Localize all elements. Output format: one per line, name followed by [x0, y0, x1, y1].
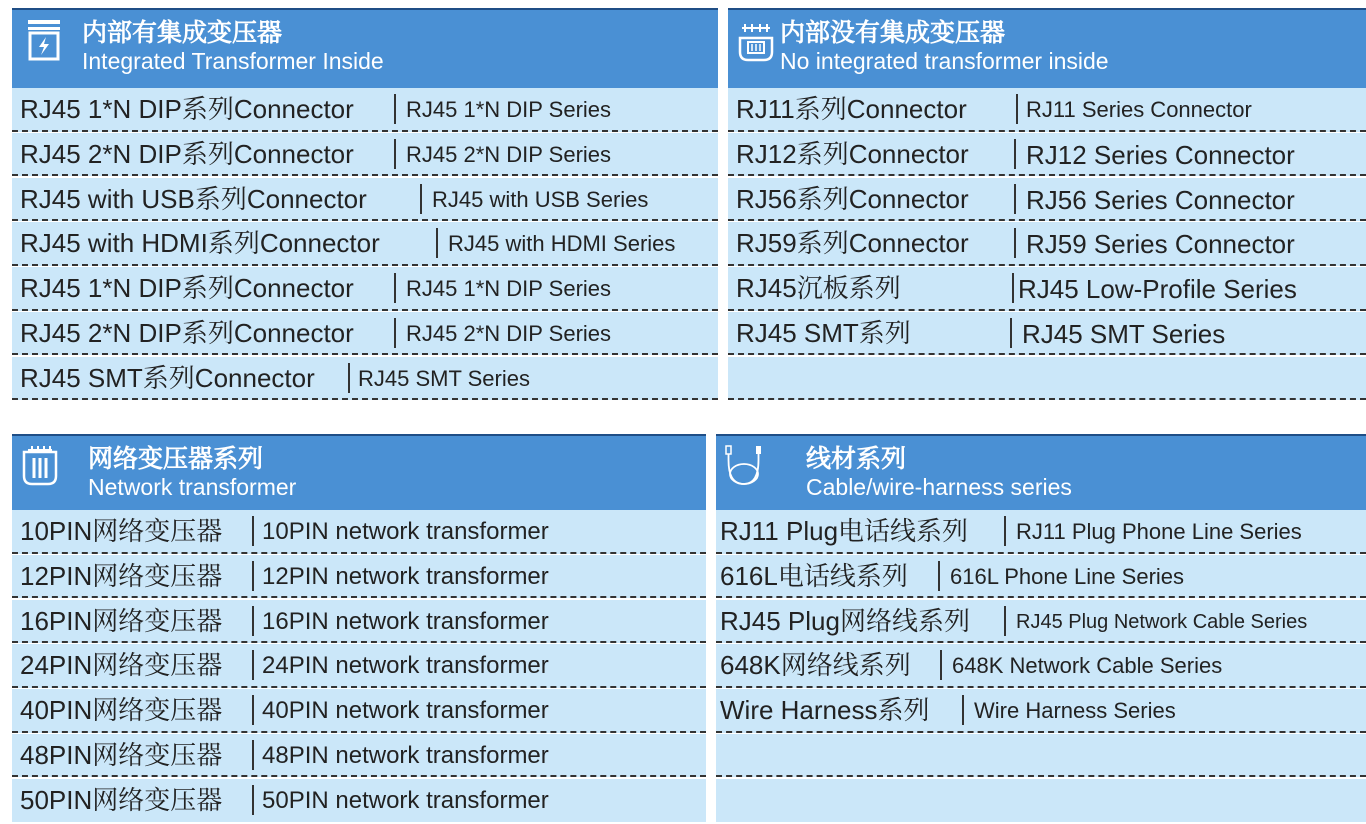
list-item[interactable] [12, 600, 706, 644]
panel-non-integrated [728, 8, 1366, 400]
item-label-cn: RJ45沉板系列 [736, 273, 901, 304]
panel-integrated [12, 8, 718, 400]
list-item[interactable] [12, 222, 718, 266]
item-label-en: 48PIN network transformer [262, 741, 549, 769]
list-item-empty [728, 357, 1366, 401]
list-item[interactable] [728, 88, 1366, 132]
item-label-en: RJ45 2*N DIP Series [406, 141, 612, 167]
item-label-en: RJ45 1*N DIP Series [406, 276, 612, 302]
item-label-en: 12PIN network transformer [262, 562, 549, 590]
list-item[interactable] [12, 734, 706, 778]
chip-icon [20, 444, 60, 488]
list-item[interactable] [12, 133, 718, 177]
item-label-cn: RJ11 Plug电话线系列 [720, 516, 969, 546]
list-item-empty [716, 734, 1366, 778]
item-label-cn: RJ56系列Connector [736, 183, 969, 214]
item-label-en: RJ45 Plug Network Cable Series [1016, 610, 1308, 633]
list-item[interactable] [12, 689, 706, 733]
item-label-en: RJ45 with HDMI Series [448, 231, 676, 257]
item-label-en: RJ45 2*N DIP Series [406, 320, 612, 346]
item-label-cn: RJ59系列Connector [736, 228, 969, 259]
item-label-cn: RJ45 SMT系列 [736, 317, 911, 348]
item-label-cn: 40PIN网络变压器 [20, 695, 223, 726]
panel-header [716, 434, 1366, 510]
list-item[interactable] [12, 779, 706, 823]
item-label-cn: RJ12系列Connector [736, 138, 969, 169]
list-item[interactable] [716, 510, 1366, 554]
list-item[interactable] [728, 178, 1366, 222]
item-label-en: RJ12 Series Connector [1026, 139, 1295, 170]
item-label-cn: RJ45 Plug网络线系列 [720, 605, 970, 636]
list-item[interactable] [12, 510, 706, 554]
item-label-cn: 10PIN网络变压器 [20, 516, 223, 546]
panel-title-en: No integrated transformer inside [780, 48, 1109, 74]
item-label-en: 50PIN network transformer [262, 786, 549, 814]
item-label-cn: 48PIN网络变压器 [20, 739, 223, 770]
list-item[interactable] [12, 88, 718, 132]
panel-title-en: Cable/wire-harness series [806, 474, 1072, 500]
item-label-en: RJ11 Series Connector [1026, 97, 1252, 122]
item-label-en: 40PIN network transformer [262, 697, 549, 725]
item-label-en: 616L Phone Line Series [950, 563, 1185, 589]
item-label-cn: RJ45 2*N DIP系列Connector [20, 317, 354, 348]
item-label-en: RJ56 Series Connector [1026, 184, 1295, 215]
list-item[interactable] [716, 644, 1366, 688]
item-label-en: RJ59 Series Connector [1026, 229, 1295, 260]
connector-socket-icon [736, 18, 776, 62]
cable-icon [722, 444, 768, 488]
transformer-plug-icon [24, 18, 64, 62]
panel-header [12, 434, 706, 510]
item-label-en: Wire Harness Series [974, 698, 1176, 724]
item-label-cn: 12PIN网络变压器 [20, 560, 223, 591]
row-list [716, 510, 1366, 824]
item-label-cn: RJ45 1*N DIP系列Connector [20, 273, 354, 304]
item-label-cn: 16PIN网络变压器 [20, 605, 223, 636]
item-label-cn: 24PIN网络变压器 [20, 650, 223, 681]
list-item[interactable] [728, 133, 1366, 177]
panel-title-cn: 内部没有集成变压器 [780, 19, 1006, 47]
item-label-cn: Wire Harness系列 [720, 695, 930, 726]
item-label-cn: RJ11系列Connector [736, 94, 967, 124]
item-label-en: 648K Network Cable Series [952, 653, 1223, 679]
panel-network-transformer [12, 434, 706, 822]
item-label-en: RJ45 SMT Series [358, 365, 530, 391]
list-item[interactable] [728, 312, 1366, 356]
list-item[interactable] [12, 267, 718, 311]
item-label-cn: 648K网络线系列 [720, 650, 911, 681]
item-label-cn: RJ45 with HDMI系列Connector [20, 228, 380, 259]
panel-title-cn: 网络变压器系列 [88, 445, 264, 473]
item-label-cn: RJ45 2*N DIP系列Connector [20, 138, 354, 169]
panel-header [12, 8, 718, 88]
list-item[interactable] [716, 689, 1366, 733]
row-list [728, 88, 1366, 402]
panel-title-en: Network transformer [88, 474, 297, 500]
list-item[interactable] [12, 644, 706, 688]
list-item[interactable] [12, 357, 718, 401]
panel-title-cn: 线材系列 [806, 445, 907, 473]
item-label-en: RJ11 Plug Phone Line Series [1016, 519, 1302, 544]
list-item[interactable] [728, 222, 1366, 266]
item-label-en: RJ45 SMT Series [1022, 318, 1226, 349]
item-label-en: 10PIN network transformer [262, 518, 549, 545]
row-list [12, 88, 718, 402]
list-item-empty [716, 779, 1366, 823]
list-item[interactable] [716, 555, 1366, 599]
row-list [12, 510, 706, 824]
item-label-en: 16PIN network transformer [262, 607, 549, 635]
panel-cable [716, 434, 1366, 822]
panel-header [728, 8, 1366, 88]
item-label-cn: 50PIN网络变压器 [20, 784, 223, 815]
list-item[interactable] [12, 178, 718, 222]
item-label-cn: RJ45 with USB系列Connector [20, 183, 367, 214]
item-label-cn: RJ45 1*N DIP系列Connector [20, 94, 354, 124]
item-label-cn: RJ45 SMT系列Connector [20, 362, 315, 393]
list-item[interactable] [12, 312, 718, 356]
panel-title-cn: 内部有集成变压器 [82, 19, 283, 47]
item-label-cn: 616L电话线系列 [720, 560, 908, 591]
list-item[interactable] [728, 267, 1366, 311]
panel-title-en: Integrated Transformer Inside [82, 48, 384, 74]
list-item[interactable] [12, 555, 706, 599]
item-label-en: RJ45 with USB Series [432, 186, 649, 212]
item-label-en: RJ45 1*N DIP Series [406, 97, 612, 122]
item-label-en: RJ45 Low-Profile Series [1018, 274, 1297, 305]
item-label-en: 24PIN network transformer [262, 652, 549, 680]
list-item[interactable] [716, 600, 1366, 644]
